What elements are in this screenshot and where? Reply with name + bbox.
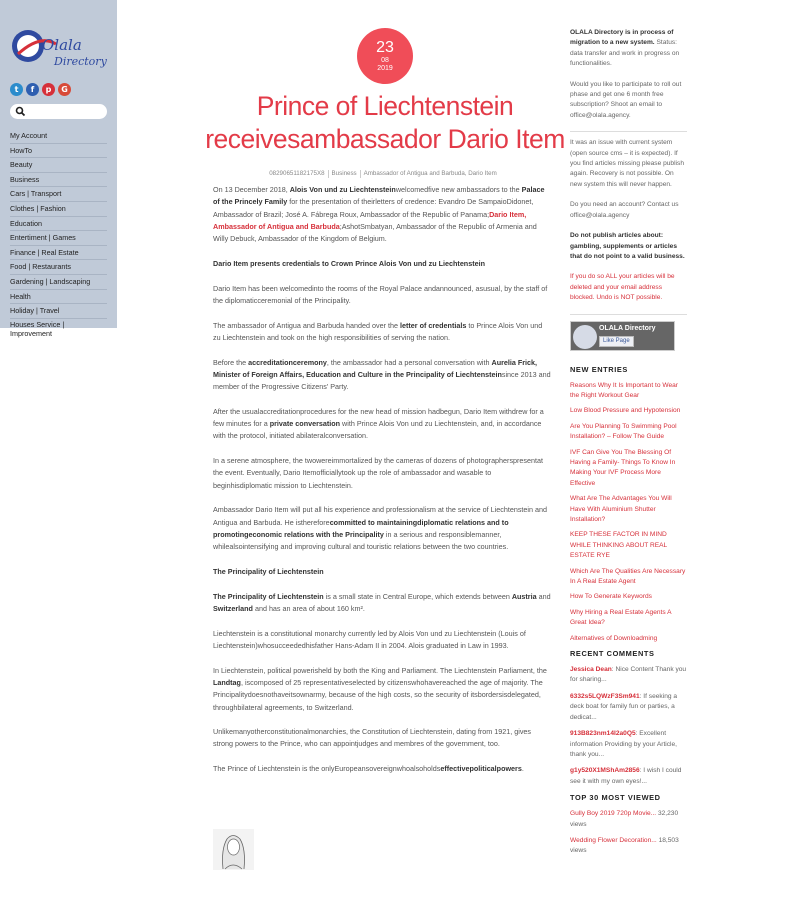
nav-item-cars[interactable]: Cars | Transport xyxy=(10,187,107,202)
comment-author-link[interactable]: Jessica Dean xyxy=(570,666,612,674)
comment-author-link[interactable]: 6332s5LQWzF3Sm941 xyxy=(570,692,640,700)
recent-comments-heading: RECENT COMMENTS xyxy=(570,649,655,659)
comment-text[interactable]: : If seeking a deck boat for family fun or parties, a dedicat... xyxy=(570,692,678,721)
paragraph: In a serene atmosphere, the twowereimmortalized by the cameras of dozens of photographerspresentat the event. Eventually, Dario Itemofficiallytook up the role of ambassador and wasable to beginhisdiplomatic mission to Liechtenstein. xyxy=(213,456,544,490)
ambassador-link[interactable]: Dario Item, Ambassador of Antigua and Barbuda xyxy=(213,209,527,231)
comment-item xyxy=(570,729,687,760)
google-plus-icon[interactable]: G xyxy=(58,83,71,96)
recent-comments-list xyxy=(570,665,687,787)
entry-link[interactable]: Are You Planning To Swimming Pool Installation? – Follow The Guide xyxy=(570,422,677,441)
paragraph: After the usualaccreditationprocedures for the new head of mission hadbegun, Dario Item withdrew for a few minutes for a private conversation with Prince Alois Von und zu Liechtenstein, and, in accordance with the protocol, initiated abilateralconversation. xyxy=(213,406,544,441)
nav-item-food[interactable]: Food | Restaurants xyxy=(10,260,107,275)
logo-word: Olala xyxy=(42,36,82,54)
author-avatar xyxy=(213,829,254,870)
notice-warning: If you do so ALL your articles will be deleted and your email address blocked. Undo is NOT possible. xyxy=(570,273,675,302)
entry-link[interactable]: Alternatives of Downloadming xyxy=(570,634,658,642)
paragraph: Before the accreditationceremony, the ambassador had a personal conversation with Aurelia Frick, Minister of Foreign Affairs, Education and Culture in the Principality of Liechtensteinsince 2013 and member of the Progressive Citizens' Party. xyxy=(213,357,551,392)
comment-text[interactable]: : I wish I could see it with my own eyes!... xyxy=(570,767,682,785)
paragraph: On 13 December 2018, Alois Von und zu Liechtensteinwelcomedfive new ambassadors to the Palace of the Princely Family for the presentation of theirletters of credence: Evandro De SampaioDidonet, Ambassador of Brazil; José A. Fábrega Roux, Ambassador of the Republic of Panama;Dario Item, Ambassador of Antigua and Barbuda;AshotSmbatyan, Ambassador of the Republic of Armenia and Willy Debuck, Ambassador of the Kingdom of Belgium. xyxy=(213,185,545,244)
social-links xyxy=(10,83,71,96)
notice-rules: Do not publish articles about: gambling, supplements or articles that do not point to a valid business. xyxy=(570,232,685,260)
post-month: 08 xyxy=(381,57,389,64)
entry-link[interactable]: Which Are The Qualities Are Necessary In A Real Estate Agent xyxy=(570,567,686,586)
search-icon xyxy=(15,106,26,117)
top30-item xyxy=(570,836,687,857)
paragraph: Dario Item has been welcomedinto the rooms of the Royal Palace andannounced, asusual, by the staff of the diplomaticceremonial of the Principality. xyxy=(213,283,548,305)
facebook-page-widget[interactable] xyxy=(570,321,675,351)
new-entries-heading: NEW ENTRIES xyxy=(570,364,628,374)
top30-heading: TOP 30 MOST VIEWED xyxy=(570,793,661,803)
paragraph: The Principality of Liechtenstein is a small state in Central Europe, which extends between Austria and Switzerland and has an area of about 160 km². xyxy=(213,591,551,613)
olala-directory-logo[interactable] xyxy=(10,24,108,74)
post-author-link[interactable]: 08290651182175X8 xyxy=(266,170,328,178)
nav-item-education[interactable]: Education xyxy=(10,217,107,232)
post-day: 23 xyxy=(376,39,394,56)
comment-item xyxy=(570,665,687,686)
notice-account: Do you need an account? Contact us office@olala.agency xyxy=(570,201,679,219)
nav-item-health[interactable]: Health xyxy=(10,290,107,305)
comment-text[interactable]: : Excellent information Providing by your Article, thank you... xyxy=(570,730,678,758)
twitter-icon[interactable]: t xyxy=(10,83,23,96)
comment-text[interactable]: : Nice Content Thank you for sharing... xyxy=(570,666,687,684)
top30-link[interactable]: Gully Boy 2019 720p Movie... xyxy=(570,810,657,818)
divider xyxy=(570,131,687,132)
search-input[interactable] xyxy=(10,104,107,119)
category-nav xyxy=(10,129,107,339)
widget-logo-icon xyxy=(573,325,597,349)
divider xyxy=(570,314,687,315)
top30-views: 32,230 views xyxy=(570,810,679,828)
entry-link[interactable]: KEEP THESE FACTOR IN MIND WHILE THINKING ABOUT REAL ESTATE RYE xyxy=(570,531,667,560)
nav-item-houses-service[interactable]: Houses Service | Improvement xyxy=(10,319,65,338)
notice-participate: Would you like to participate to roll out phase and get one 6 month free subscription? Shoot an email to office@olala.agency. xyxy=(570,80,682,119)
comment-author-link[interactable]: g1y520X1MShAm2856 xyxy=(570,767,640,775)
facebook-icon[interactable]: f xyxy=(26,83,39,96)
nav-item-business[interactable]: Business xyxy=(10,173,107,188)
top30-views: 18,503 views xyxy=(570,836,679,855)
paragraph: Liechtenstein is a constitutional monarchy currently led by Alois Von und zu Liechtenstein (Louis of Liechtenstein)whosucceededhisfather Hans-Adam II in 2004. Alois graduated in Law in 1993. xyxy=(213,628,526,650)
like-page-button[interactable]: Like Page xyxy=(599,336,634,347)
top30-list xyxy=(570,809,687,857)
pinterest-icon[interactable]: p xyxy=(42,83,55,96)
new-entries-list xyxy=(570,381,687,645)
paragraph: In Liechtenstein, political powerisheld by both the King and Parliament. The Liechtenstein Parliament, the Landtag, iscomposed of 25 representativeselected by citizenswhohavereached the age of majority. The Principalitydoesnothaveitsownarmy, because of the high costs, so the security of itsbordersisdelegated, throughbilateral agreements, to Switzerland. xyxy=(213,665,547,712)
left-sidebar xyxy=(0,0,117,338)
post-meta xyxy=(213,170,553,178)
paragraph: The ambassador of Antigua and Barbuda handed over the letter of credentials to Prince Alois Von und zu Liechtenstein and took on the high responsibilities of serving the nation. xyxy=(213,320,543,342)
notice-status: OLALA Directory is in process of migration to a new system. Status: data transfer and work in progress on functionalities. xyxy=(570,29,680,68)
entry-link[interactable]: Low Blood Pressure and Hypotension xyxy=(570,407,681,415)
nav-item-my-account[interactable]: My Account xyxy=(10,129,107,144)
comment-item xyxy=(570,692,687,723)
migration-notice xyxy=(570,28,687,304)
nav-item-finance[interactable]: Finance | Real Estate xyxy=(10,246,107,261)
nav-item-howto[interactable]: HowTo xyxy=(10,144,107,159)
paragraph: The Prince of Liechtenstein is the onlyEuropeansovereignwhoalsoholdseffectivepoliticalpowers. xyxy=(213,764,524,774)
entry-link[interactable]: Why Hiring a Real Estate Agents A Great Idea? xyxy=(570,608,672,627)
comment-item xyxy=(570,766,687,787)
post-title: Prince of Liechtenstein receivesambassador Dario Item xyxy=(205,91,565,154)
post-date-badge xyxy=(357,28,413,84)
entry-link[interactable]: How To Generate Keywords xyxy=(570,593,652,601)
nav-item-clothes[interactable]: Clothes | Fashion xyxy=(10,202,107,217)
right-sidebar xyxy=(570,28,687,863)
top30-item xyxy=(570,809,687,830)
post-year: 2019 xyxy=(377,65,393,72)
entry-link[interactable]: What Are The Advantages You Will Have With Aluminium Shutter Installation? xyxy=(570,495,672,523)
comment-author-link[interactable]: 913B823nm14I2a0Q5 xyxy=(570,730,636,738)
paragraph: Unlikemanyotherconstitutionalmonarchies, the Constitution of Liechtenstein, dating from 1921, gives strong powers to the Prince, who can appointjudges and membres of the government, too. xyxy=(213,727,532,749)
notice-issue: It was an issue with current system (open source cms – it is expected). If you find articles missing please publish again. Recovery is not possible. On new system this will never happen. xyxy=(570,139,684,188)
paragraph: The Principality of Liechtenstein xyxy=(213,566,324,576)
top30-link[interactable]: Wedding Flower Decoration... xyxy=(570,836,657,844)
post-tags-link[interactable]: Ambassador of Antigua and Barbuda, Dario Item xyxy=(363,170,497,177)
paragraph: Dario Item presents credentials to Crown Prince Alois Von und zu Liechtenstein xyxy=(213,258,485,268)
entry-link[interactable]: Reasons Why It Is Important to Wear the Right Workout Gear xyxy=(570,381,678,399)
logo-sub: Directory xyxy=(54,55,107,68)
widget-title: OLALA Directory xyxy=(599,324,656,332)
entry-link[interactable]: IVF Can Give You The Blessing Of Having a Family- Things To Know In Making Your IVF Process More Effective xyxy=(570,448,676,487)
paragraph: Ambassador Dario Item will put all his experience and professionalism at the service of Liechtenstein and Antigua and Barbuda. He isthereforecommitted to maintainingdiplomatic relations and to promotingeconomic relations with the Principality in a serious and responsiblemanner, whilealsointensifying and improving cultural and touristic relations between the two countries. xyxy=(213,505,547,552)
nav-item-gardening[interactable]: Gardening | Landscaping xyxy=(10,275,107,290)
post-content xyxy=(213,184,551,788)
post-category-link[interactable]: Business xyxy=(329,170,361,178)
nav-item-holiday[interactable]: Holiday | Travel xyxy=(10,304,107,319)
nav-item-beauty[interactable]: Beauty xyxy=(10,158,107,173)
nav-item-entertainment[interactable]: Entertiment | Games xyxy=(10,231,107,246)
